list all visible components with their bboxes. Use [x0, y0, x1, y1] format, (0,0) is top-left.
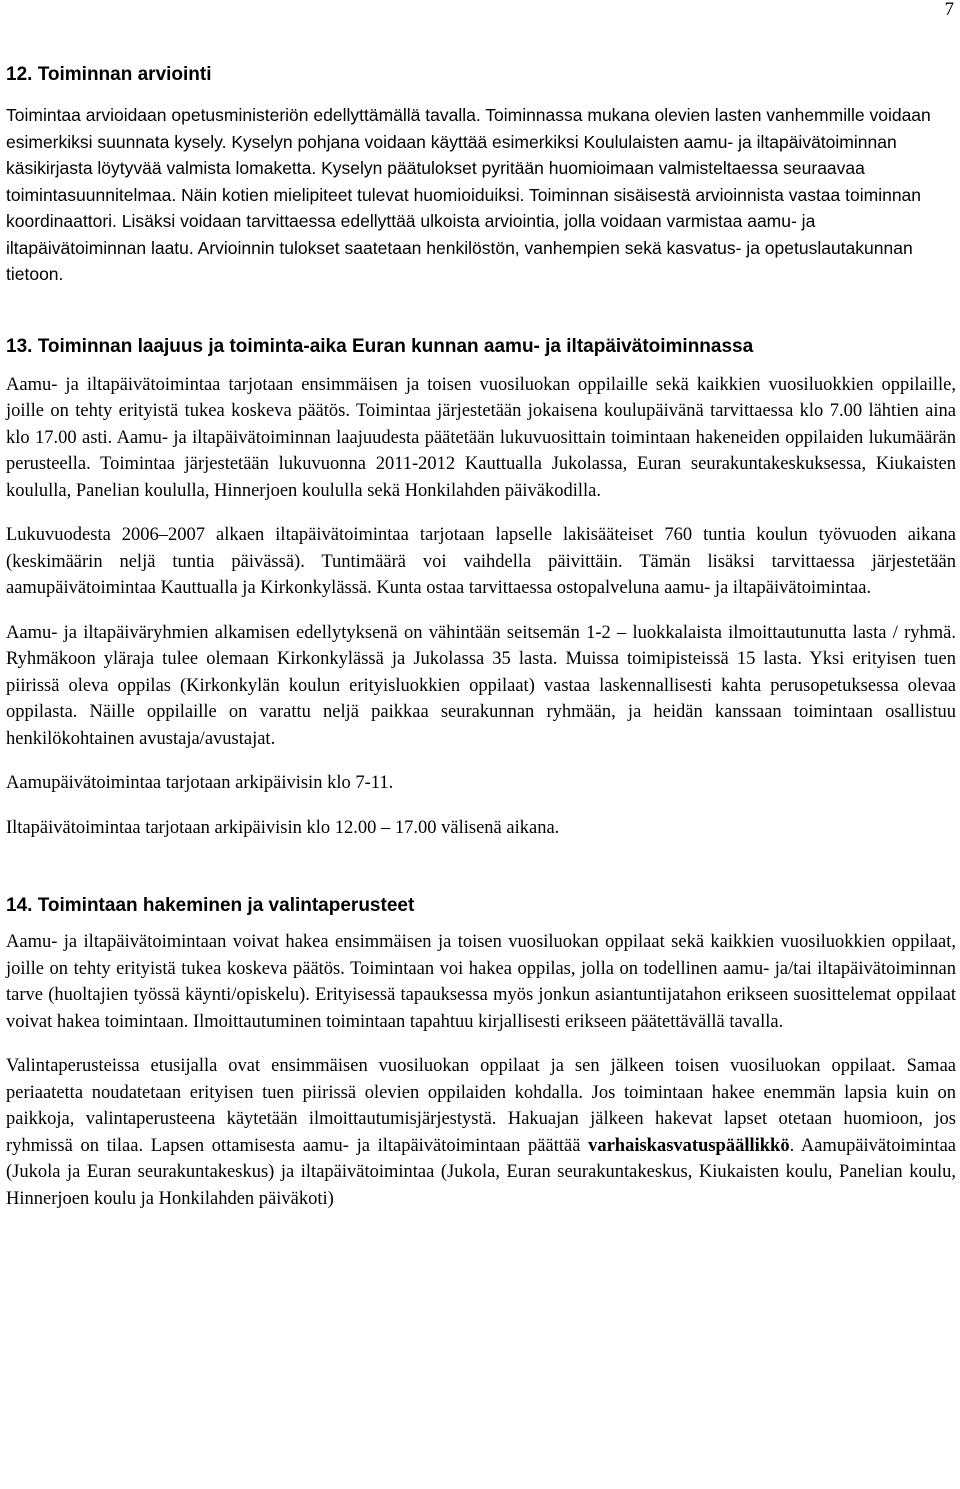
section-13-paragraph-3: Aamu- ja iltapäiväryhmien alkamisen edellytyksenä on vähintään seitsemän 1-2 – luokkalaista ilmoittautunutta lasta / ryhmä. Ryhmäkoon yläraja tulee olemaan Kirkonkylässä ja Jukolassa 35 lasta. Muissa toimipisteissä 15 lasta. Yksi erityisen tuen piirissä oleva oppilas (Kirkonkylän koulun erityisluokkien oppilaat) vastaa laskennallisesti kahta perusopetuksessa olevaa oppilasta. Näille oppilaille on varattu neljä paikkaa seurakunnan ryhmään, ja heidän kanssaan toimintaan osallistuu henkilökohtainen avustaja/avustajat. — [6, 622, 956, 749]
section-14-bold-term: varhaiskasvatuspäällikkö — [588, 1135, 790, 1156]
document-body — [6, 62, 956, 1212]
section-13-paragraph-4: Aamupäivätoimintaa tarjotaan arkipäivisin klo 7-11. — [6, 773, 394, 793]
section-12-heading: 12. Toiminnan arviointi — [6, 64, 212, 85]
section-14-paragraph-1: Aamu- ja iltapäivätoimintaan voivat hakea ensimmäisen ja toisen vuosiluokan oppilaat sekä kaikkien vuosiluokkien oppilaat, joille on tehty erityistä tukea koskeva päätös. Toimintaan voi hakea oppilas, jolla on todellinen aamu- ja/tai iltapäivätoiminnan tarve (huoltajien työssä käynti/opiskelu). Erityisessä tapauksessa myös jonkun asiantuntijatahon erikseen suosittelemat oppilaat voivat hakea toimintaan. Ilmoittautuminen toimintaan tapahtuu kirjallisesti erikseen päätettävällä tavalla. — [6, 932, 956, 1032]
page-number: 7 — [944, 0, 954, 20]
section-13-paragraph-5: Iltapäivätoimintaa tarjotaan arkipäivisin klo 12.00 – 17.00 välisenä aikana. — [6, 817, 560, 838]
section-13-paragraph-1: Aamu- ja iltapäivätoimintaa tarjotaan ensimmäisen ja toisen vuosiluokan oppilaille sekä kaikkien vuosiluokkien oppilaille, joille on tehty erityistä tukea koskeva päätös. Toimintaa järjestetään jokaisena koulupäivänä tarvittaessa klo 7.00 lähtien aina klo 17.00 asti. Aamu- ja iltapäivätoiminnan laajuudesta päätetään lukuvuosittain toimintaan hakeneiden oppilaiden lukumäärän perusteella. Toimintaa järjestetään lukuvuonna 2011-2012 Kauttualla Jukolassa, Euran seurakuntakeskuksessa, Kiukaisten koululla, Panelian koululla, Hinnerjoen koululla sekä Honkilahden päiväkodilla. — [6, 374, 956, 501]
section-14-paragraph-2-text-start: Valintaperusteissa etusijalla ovat ensimmäisen vuosiluokan oppilaat ja sen jälkeen toisen vuosiluokan oppilaat. Samaa periaatetta noudatetaan erityisen tuen piirissä olevien oppilaiden kohdalla. Jos toimintaan hakee enemmän lapsia kuin on paikkoja, valintaperusteena käytetään ilmoittautumisjärjestystä. Hakuajan jälkeen hakevat lapset otetaan huomioon, jos ryhmissä on tilaa. Lapsen ottamisesta aamu- ja iltapäivätoimintaan päättää — [6, 1056, 956, 1156]
section-14-heading: 14. Toimintaan hakeminen ja valintaperusteet — [6, 895, 415, 916]
section-14-paragraph-2-text-end: . Aamupäivätoimintaa (Jukola ja Euran seurakuntakeskus) ja iltapäivätoimintaa (Jukola, Euran seurakuntakeskus, Kiukaisten koulu, Panelian koulu, Hinnerjoen koulu ja Honkilahden päiväkoti) — [6, 1135, 956, 1209]
section-14-paragraph-2 — [6, 1053, 956, 1212]
section-12-paragraph: Toimintaa arvioidaan opetusministeriön edellyttämällä tavalla. Toiminnassa mukana olevien lasten vanhemmille voidaan esimerkiksi suunnata kysely. Kyselyn pohjana voidaan käyttää esimerkiksi Koululaisten aamu- ja iltapäivätoiminnan käsikirjasta löytyvää valmista lomaketta. Kyselyn päätulokset pyritään huomioimaan valmisteltaessa seuraavaa toimintasuunnitelmaa. Näin kotien mielipiteet tulevat huomioiduiksi. Toiminnan sisäisestä arvioinnista vastaa toiminnan koordinaattori. Lisäksi voidaan tarvittaessa edellyttää ulkoista arviointia, jolla voidaan varmistaa aamu- ja iltapäivätoiminnan laatu. Arvioinnin tulokset saatetaan henkilöstön, vanhempien sekä kasvatus- ja opetuslautakunnan tietoon. — [6, 105, 931, 284]
section-13-paragraph-2: Lukuvuodesta 2006–2007 alkaen iltapäivätoimintaa tarjotaan lapselle lakisääteiset 760 tuntia koulun työvuoden aikana (keskimäärin neljä tuntia päivässä). Tuntimäärä voi vaihdella päivittäin. Tämän lisäksi tarvittaessa järjestetään aamupäivätoimintaa Kauttualla ja Kirkonkylässä. Kunta ostaa tarvittaessa ostopalveluna aamu- ja iltapäivätoimintaa. — [6, 525, 956, 598]
section-13-heading: 13. Toiminnan laajuus ja toiminta-aika Euran kunnan aamu- ja iltapäivätoiminnassa — [6, 335, 754, 357]
